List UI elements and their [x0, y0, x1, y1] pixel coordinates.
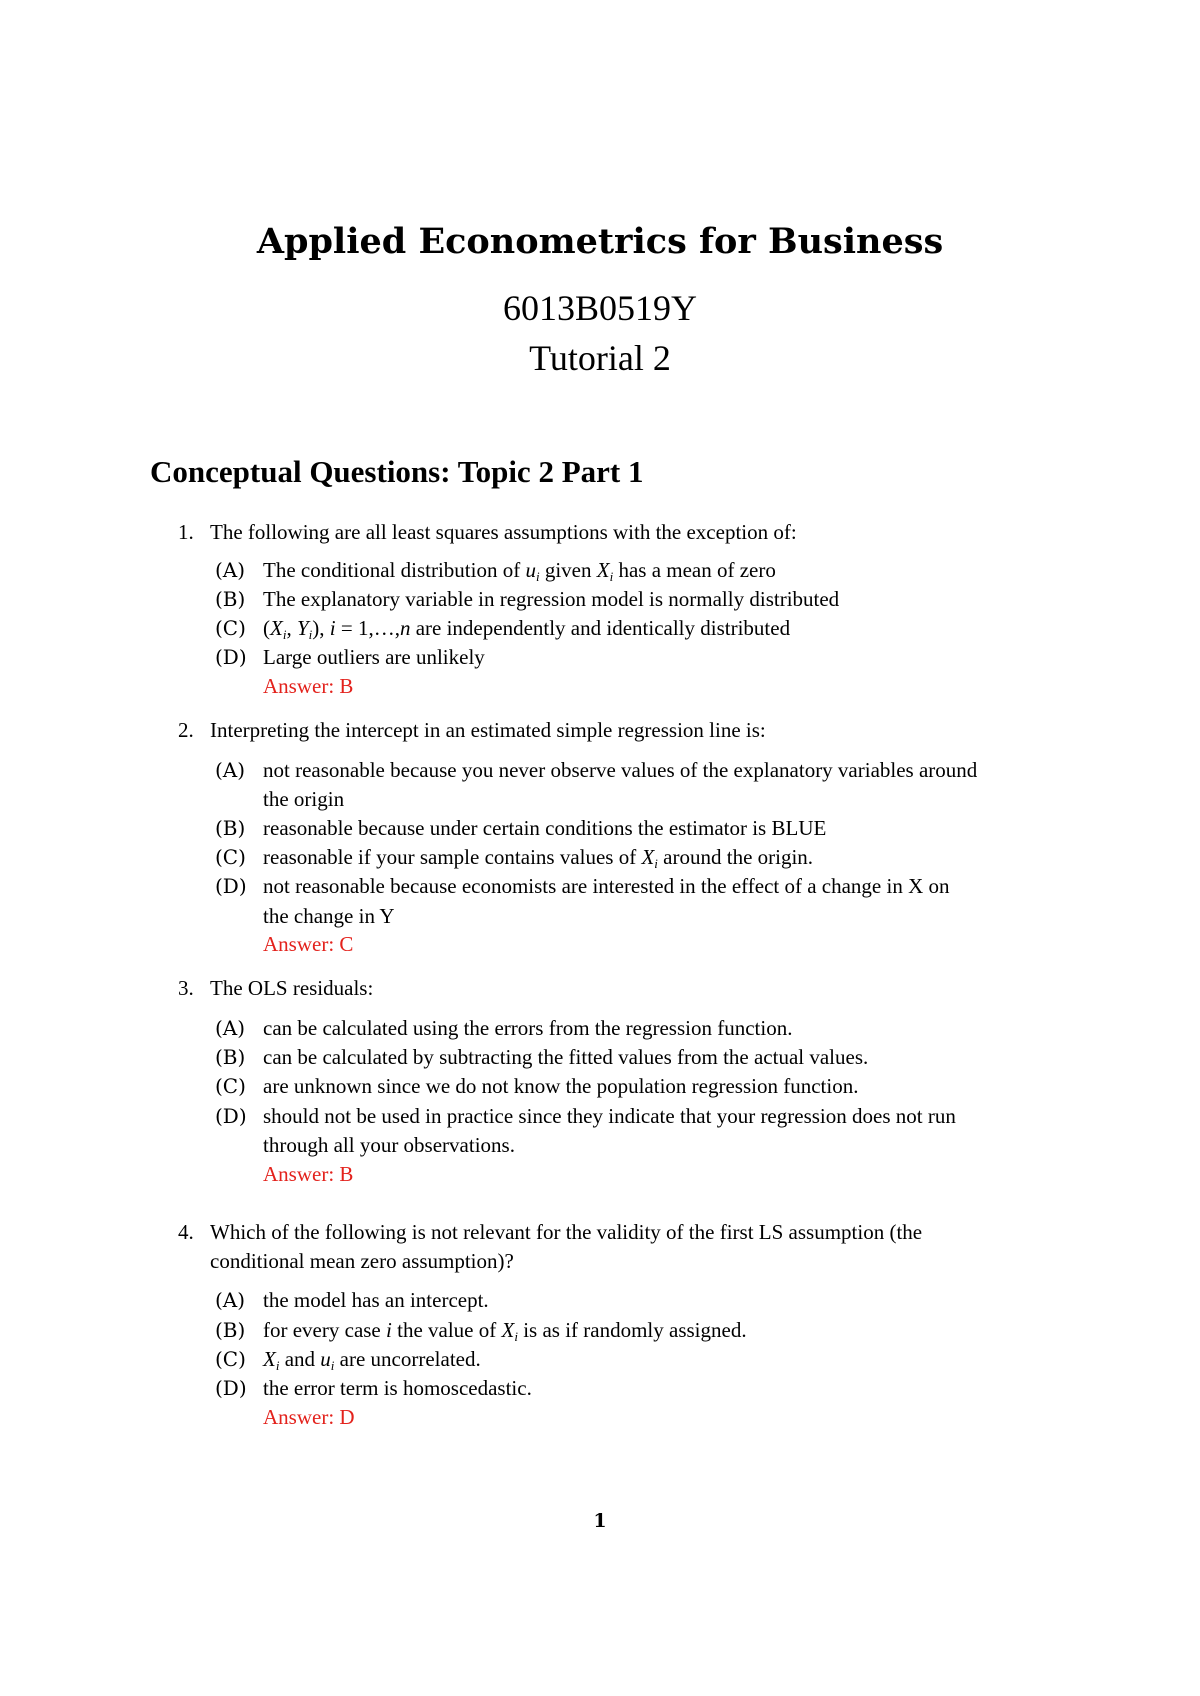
option-text: can be calculated using the errors from the regression function. — [263, 1016, 793, 1040]
option-text: reasonable because under certain conditions the estimator is BLUE — [263, 816, 827, 840]
section-heading: Conceptual Questions: Topic 2 Part 1 — [150, 454, 644, 489]
option-text: $X_i$ and $u_i$ are uncorrelated. — [263, 1347, 481, 1373]
answer: Answer: B — [263, 674, 354, 698]
answer: Answer: B — [263, 1162, 354, 1186]
option-text: can be calculated by subtracting the fitted values from the actual values. — [263, 1045, 869, 1069]
option-text: not reasonable because you never observe values of the explanatory variables around — [263, 758, 978, 782]
question-text: Interpreting the intercept in an estimated simple regression line is: — [210, 718, 766, 742]
option-text: are unknown since we do not know the population regression function. — [263, 1074, 859, 1098]
question-text: Which of the following is not relevant for the validity of the first LS assumption (the — [210, 1220, 923, 1244]
option-text: reasonable if your sample contains values of $X_i$ around the origin. — [263, 845, 814, 871]
option-text: Large outliers are unlikely — [263, 645, 485, 669]
question-text: conditional mean zero assumption)? — [210, 1249, 514, 1273]
question-text: The OLS residuals: — [210, 976, 374, 1000]
question-number: 2. — [178, 718, 194, 742]
option-text: through all your observations. — [263, 1133, 515, 1157]
option-text: should not be used in practice since they indicate that your regression does not run — [263, 1104, 956, 1128]
option-text: not reasonable because economists are interested in the effect of a change in X on — [263, 874, 950, 898]
option-text: the origin — [263, 787, 345, 811]
document-title: Applied Econometrics for Business — [256, 221, 944, 262]
option-text: The conditional distribution of $u_i$ given $X_i$ has a mean of zero — [263, 558, 776, 584]
page-number: 1 — [593, 1510, 607, 1532]
answer: Answer: D — [263, 1405, 355, 1429]
option-text: the change in Y — [263, 904, 395, 928]
option-text: the model has an intercept. — [263, 1288, 489, 1312]
question-text: The following are all least squares assumptions with the exception of: — [210, 520, 797, 544]
option-text: ($X_i$, $Y_i$), i = 1,…,n are independently and identically distributed — [263, 616, 791, 642]
question-number: 1. — [178, 520, 194, 544]
answer: Answer: C — [263, 932, 354, 956]
option-text: The explanatory variable in regression model is normally distributed — [263, 587, 840, 611]
question-number: 4. — [178, 1220, 194, 1244]
course-code: 6013B0519Y — [502, 288, 697, 328]
tutorial-label: Tutorial 2 — [529, 338, 671, 378]
question-number: 3. — [178, 976, 194, 1000]
option-text: for every case i the value of $X_i$ is as if randomly assigned. — [263, 1318, 747, 1344]
option-text: the error term is homoscedastic. — [263, 1376, 532, 1400]
